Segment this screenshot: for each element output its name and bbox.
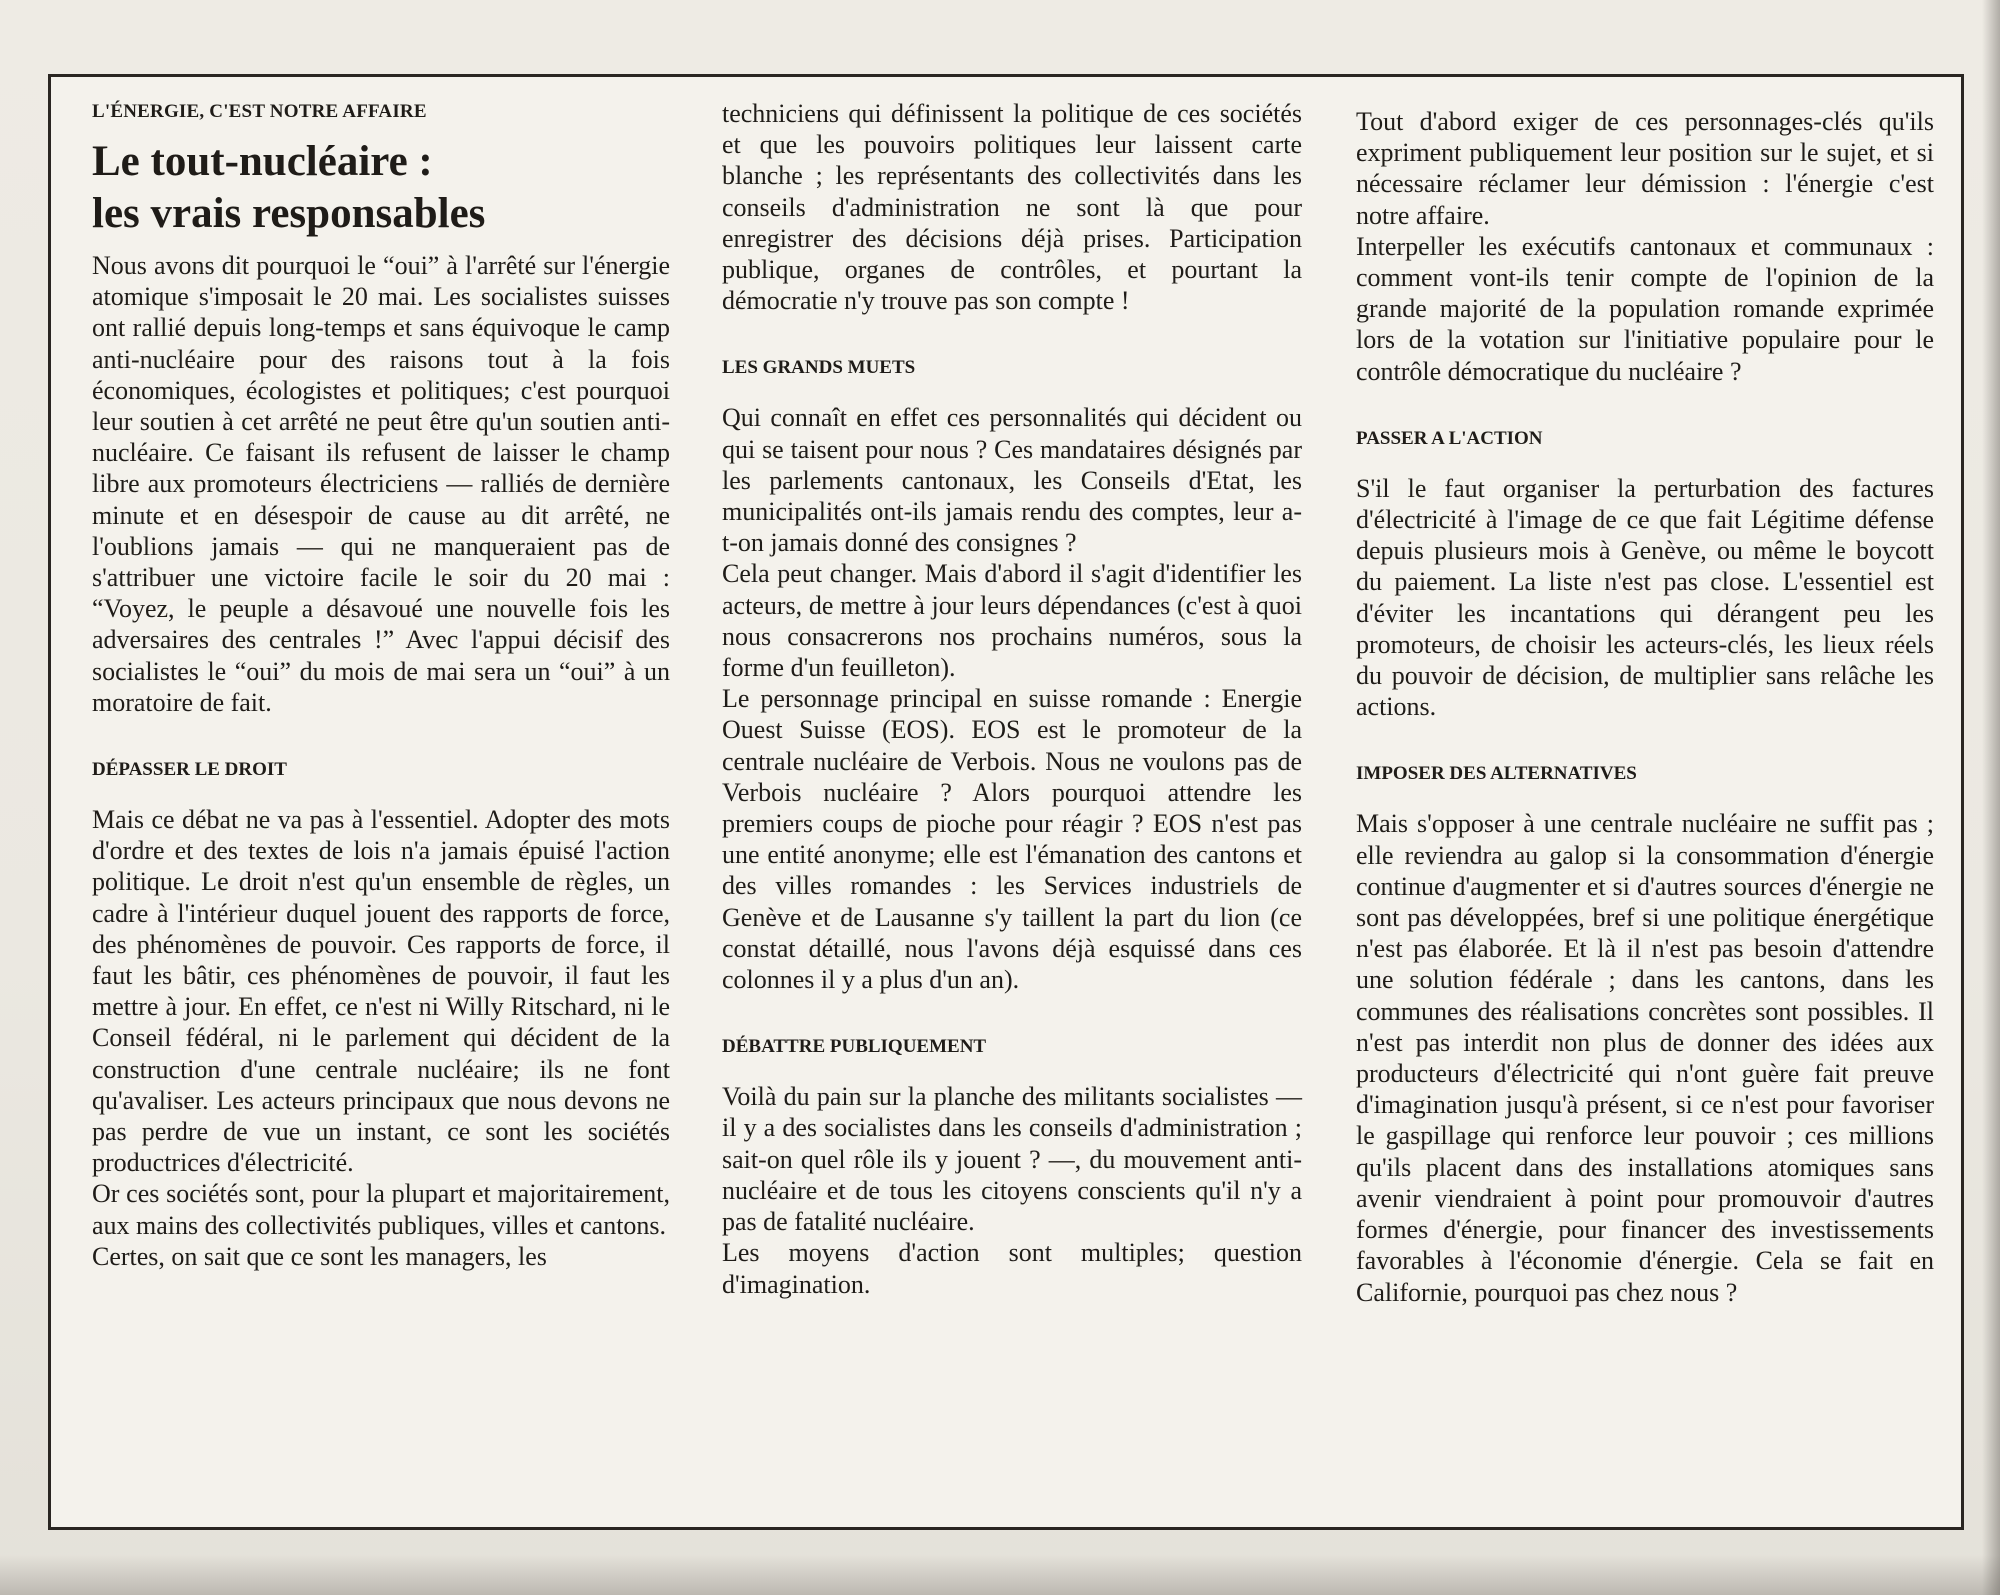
section-heading-action: PASSER A L'ACTION xyxy=(1356,427,1543,449)
depasser-paragraph-3-start: Certes, on sait que ce sont les managers, les xyxy=(92,1241,547,1271)
intro-paragraph: Nous avons dit pourquoi le “oui” à l'arrêté sur l'énergie atomique s'imposait le 20 mai. Les socialistes suisses ont rallié depuis long-temps et sans équivoque le camp anti-nucléaire pour des raisons tout à la fois économiques, écologistes et politiques; c'est pourquoi leur soutien à cet arrêté ne peut être qu'un soutien anti-nucléaire. Ce faisant ils refusent de laisser le champ libre aux promoteurs électriciens — ralliés de dernière minute et en désespoir de cause au dit arrêté, ne l'oublions jamais — qui ne manqueraient pas de s'attribuer une victoire facile le soir du 20 mai : “Voyez, le peuple a désavoué une nouvelle fois les adversaires des centrales !” Avec l'appui décisif des socialistes le “oui” du mois de mai sera un “oui” à un moratoire de fait. xyxy=(92,251,670,717)
depasser-paragraph-3-continued: techniciens qui définissent la politique de ces sociétés et que les pouvoirs politiques leur laissent carte blanche ; les représentants des collectivités dans les conseils d'administration ne sont là que pour enregistrer des décisions déjà prises. Participation publique, organes de contrôles, et pourtant la démocratie n'y trouve pas son compte ! xyxy=(722,99,1302,316)
debattre-paragraph-3: Tout d'abord exiger de ces personnages-clés qu'ils expriment publiquement leur position sur le sujet, et si nécessaire réclamer leur démission : l'énergie c'est notre affaire. xyxy=(1356,107,1934,230)
article-kicker: L'ÉNERGIE, C'EST NOTRE AFFAIRE xyxy=(92,101,427,122)
section-heading-imposer: IMPOSER DES ALTERNATIVES xyxy=(1356,763,1637,785)
debattre-paragraph-2: Les moyens d'action sont multiples; question d'imagination. xyxy=(722,1238,1302,1299)
column-1 xyxy=(92,100,670,1272)
section-heading-debattre: DÉBATTRE PUBLIQUEMENT xyxy=(722,1036,987,1058)
title-line-2: les vrais responsables xyxy=(92,190,486,237)
debattre-paragraph-1: Voilà du pain sur la planche des militants socialistes — il y a des socialistes dans les conseils d'administration ; sait-on quel rôle ils y jouent ? —, du mouvement anti-nucléaire et de tous les citoyens conscients qu'il n'y a pas de fatalité nucléaire. xyxy=(722,1082,1302,1237)
page-edge-shadow xyxy=(1982,0,2000,1595)
muets-paragraph-1: Qui connaît en effet ces personnalités qui décident ou qui se taisent pour nous ? Ces mandataires désignés par les parlements cantonaux, les Conseils d'Etat, les municipalités ont-ils jamais rendu des comptes, leur a-t-on jamais donné des consignes ? xyxy=(722,403,1302,558)
depasser-paragraph-2: Or ces sociétés sont, pour la plupart et majoritairement, aux mains des collectivités publiques, villes et cantons. xyxy=(92,1179,670,1240)
column-2 xyxy=(722,98,1302,1300)
page-bottom-shadow xyxy=(0,1555,2000,1595)
article-title xyxy=(92,136,670,240)
section-heading-depasser: DÉPASSER LE DROIT xyxy=(92,759,287,781)
depasser-paragraph-1: Mais ce débat ne va pas à l'essentiel. Adopter des mots d'ordre et des textes de lois n'a jamais épuisé l'action politique. Le droit n'est qu'un ensemble de règles, un cadre à l'intérieur duquel jouent des rapports de force, des phénomènes de pouvoir. Ces rapports de force, il faut les bâtir, ces phénomènes de pouvoir, il faut les mettre à jour. En effet, ce n'est ni Willy Ritschard, ni le Conseil fédéral, ni le parlement qui décident de la construction d'une centrale nucléaire; ils ne font qu'avaliser. Les acteurs principaux que nous devons ne pas perdre de vue un instant, ce sont les sociétés productrices d'électricité. xyxy=(92,805,670,1178)
imposer-paragraph-1: Mais s'opposer à une centrale nucléaire ne suffit pas ; elle reviendra au galop si la consommation d'énergie continue d'augmenter et si d'autres sources d'énergie ne sont pas développées, bref si une politique énergétique n'est pas élaborée. Et là il n'est pas besoin d'attendre une solution fédérale ; dans les cantons, dans les communes des réalisations concrètes sont possibles. Il n'est pas interdit non plus de donner des idées aux producteurs d'électricité qui n'ont guère fait preuve d'imagination jusqu'à présent, si ce n'est pour favoriser le gaspillage qui renforce leur pouvoir ; ces millions qu'ils placent dans des installations atomiques sans avenir viendraient à point pour promouvoir d'autres formes d'énergie, pour financer des investissements favorables à l'économie d'énergie. Cela se fait en Californie, pourquoi pas chez nous ? xyxy=(1356,809,1934,1307)
column-3 xyxy=(1356,106,1934,1308)
action-paragraph-1: S'il le faut organiser la perturbation des factures d'électricité à l'image de ce que fait Légitime défense depuis plusieurs mois à Genève, ou même le boycott du paiement. La liste n'est pas close. L'essentiel est d'éviter les incantations qui dérangent peu les promoteurs, de choisir les acteurs-clés, les lieux réels du pouvoir de décision, de multiplier sans relâche les actions. xyxy=(1356,473,1934,722)
section-heading-muets: LES GRANDS MUETS xyxy=(722,357,916,379)
muets-paragraph-3: Le personnage principal en suisse romande : Energie Ouest Suisse (EOS). EOS est le promoteur de la centrale nucléaire de Verbois. Nous ne voulons pas de Verbois nucléaire ? Alors pourquoi attendre les premiers coups de pioche pour réagir ? EOS n'est pas une entité anonyme; elle est l'émanation des cantons et des villes romandes : les Services industriels de Genève et de Lausanne s'y taillent la part du lion (ce constat détaillé, nous l'avons déjà esquissé dans ces colonnes il y a plus d'un an). xyxy=(722,684,1302,995)
debattre-paragraph-4: Interpeller les exécutifs cantonaux et communaux : comment vont-ils tenir compte de l'opinion de la grande majorité de la population romande exprimée lors de la votation sur l'initiative populaire pour le contrôle démocratique du nucléaire ? xyxy=(1356,231,1934,386)
muets-paragraph-2: Cela peut changer. Mais d'abord il s'agit d'identifier les acteurs, de mettre à jour leurs dépendances (c'est à quoi nous consacrerons nos prochains numéros, sous la forme d'un feuilleton). xyxy=(722,559,1302,683)
title-line-1: Le tout-nucléaire : xyxy=(92,138,433,185)
